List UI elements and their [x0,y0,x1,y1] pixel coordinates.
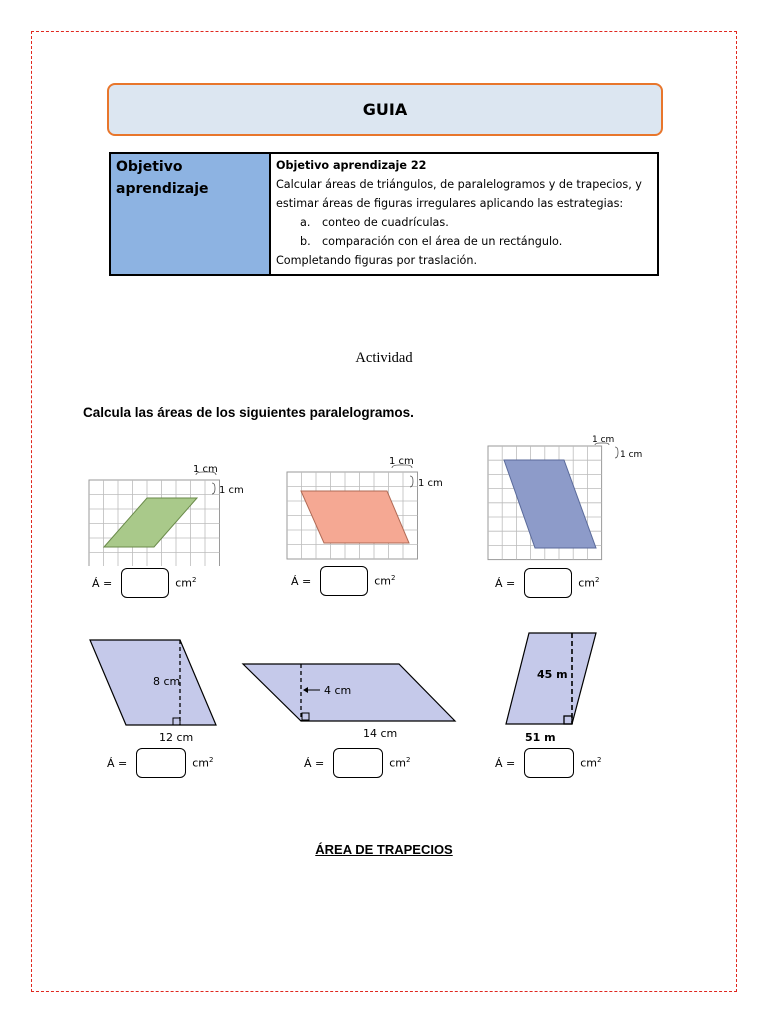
objective-table [109,152,659,276]
base-label: 12 cm [159,731,194,744]
answer-row-1 [92,568,196,598]
answer-unit: $cm^2$ [374,574,396,588]
answer-row-6 [495,748,601,778]
answer-input-4[interactable] [136,748,186,778]
page-title: GUIA [362,100,408,119]
answer-input-6[interactable] [524,748,574,778]
base-label: 14 cm [363,727,398,740]
answer-prefix: Á = [495,756,516,770]
answer-prefix: Á = [92,576,113,590]
answer-prefix: Á = [107,756,128,770]
parallelogram-measured-3 [503,630,603,745]
parallelogram-measured-1 [85,635,225,745]
answer-row-3 [495,568,599,598]
answer-unit: $cm^2$ [192,756,214,770]
grid-unit-label-width: 1 cm [592,435,615,445]
grid-unit-label-width: 1 cm [389,456,414,467]
objective-item-a: a. conteo de cuadrículas. [300,216,449,229]
answer-input-2[interactable] [320,566,368,596]
activity-instruction: Calcula las áreas de los siguientes paralelogramos. [83,405,414,420]
objective-label: Objetivo aprendizaje [110,153,270,275]
section-title: ÁREA DE TRAPECIOS [315,842,453,857]
grid-unit-label-width: 1 cm [193,464,218,475]
base-label: 51 m [525,731,556,744]
grid-unit-label-height: 1 cm [418,478,443,489]
objective-item-b: b. comparación con el área de un rectángulo. [300,235,563,248]
answer-input-5[interactable] [333,748,383,778]
answer-prefix: Á = [495,576,516,590]
answer-input-3[interactable] [524,568,572,598]
answer-unit: $cm^2$ [175,576,197,590]
answer-unit: $cm^2$ [389,756,411,770]
grid-unit-label-height: 1 cm [219,485,244,496]
answer-input-1[interactable] [121,568,169,598]
grid-parallelogram-green [88,458,250,566]
height-label: 8 cm [153,675,181,688]
answer-prefix: Á = [304,756,325,770]
answer-unit: $cm^2$ [578,576,600,590]
objective-heading: Objetivo aprendizaje 22 [276,159,427,172]
objective-content [270,153,658,275]
answer-prefix: Á = [291,574,312,588]
parallelogram-measured-2 [240,660,460,745]
title-box [107,83,663,136]
objective-footer: Completando figuras por traslación. [276,254,478,267]
grid-unit-label-height: 1 cm [620,450,643,460]
answer-row-5 [304,748,410,778]
activity-title: Actividad [355,350,413,366]
grid-parallelogram-pink [285,452,445,567]
objective-text: Calcular áreas de triángulos, de paralelogramos y de trapecios, y estimar áreas de figuras irregulares aplicando las estrategias: [276,178,642,210]
answer-row-2 [291,566,395,596]
height-label: 4 cm [324,684,352,697]
grid-parallelogram-blue [487,432,647,562]
answer-unit: $cm^2$ [580,756,602,770]
height-label: 45 m [537,668,568,681]
answer-row-4 [107,748,213,778]
